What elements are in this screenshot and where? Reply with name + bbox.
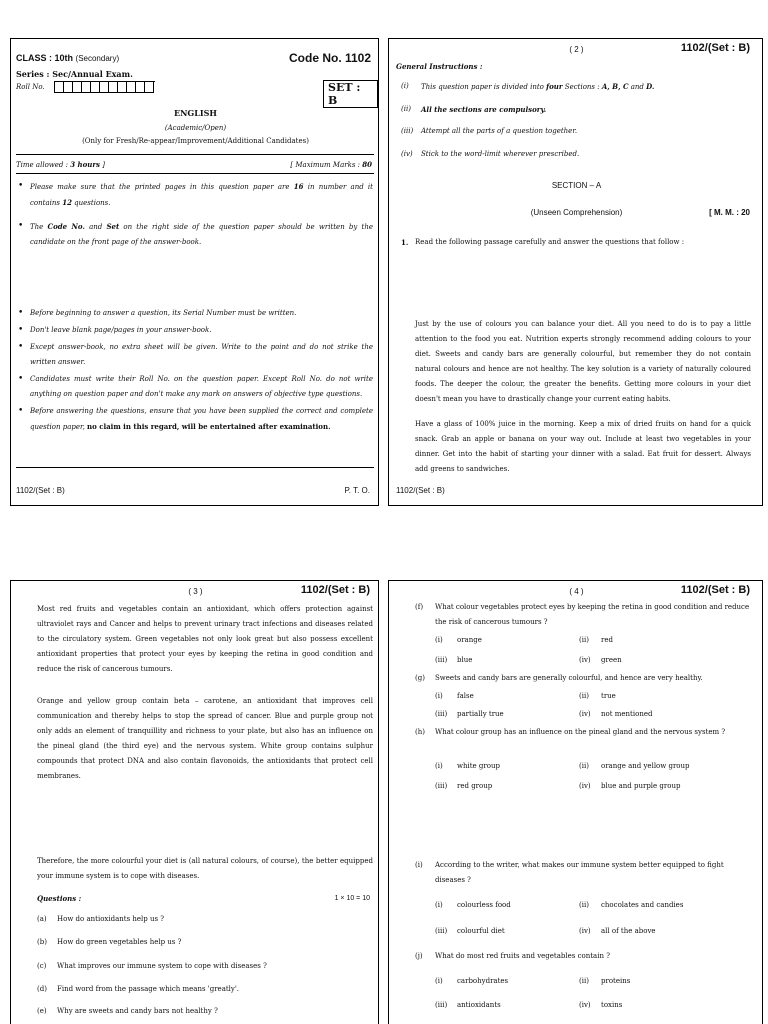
footer-pto: P. T. O. [344, 486, 370, 495]
question-f-option-i: (i) orange [435, 636, 482, 644]
set-label: SET : B [323, 80, 378, 108]
paper-code: 1102/(Set : B) [680, 584, 750, 596]
note-claim: • Before answering the questions, ensure that you have been supplied the correct and complete question paper, no claim in this regard, will be entertained after examination. [16, 404, 373, 435]
question-c: (c) What improves our immune system to cope with diseases ? [37, 962, 267, 970]
question-h-option-iv: (iv) blue and purple group [579, 782, 681, 790]
note-roll-no: • Candidates must write their Roll No. on the question paper. Except Roll No. do not write anything on question paper and don't make any mark on answers of objective type questions. [16, 372, 373, 402]
question-paper-page-2 [388, 38, 763, 506]
passage-para-1: Just by the use of colours you can balance your diet. All you need to do is to pay a little attention to the food you eat. Nutrition experts strongly recommend adding colours to your diet. Sweets and candy bars are generally colourful, but remember they do not contain natural colours and hence are not healthy. The key solution is a variety of naturally coloured foods. The deeper the colour, the greater the benefits. Getting more colours in your diet doesn't mean you have to drastically change your current eating habits. [415, 320, 751, 403]
question-paper-page-1 [10, 38, 379, 506]
instruction-3: (iii) Attempt all the parts of a question together. [401, 127, 578, 135]
series-label: Series : Sec/Annual Exam. [16, 69, 133, 79]
question-f-option-iii: (iii) blue [435, 656, 473, 664]
note-pages: • Please make sure that the printed pages in this question paper are 16 in number and it contains 12 questions. [16, 179, 373, 211]
candidates-label: (Only for Fresh/Re-appear/Improvement/Additional Candidates) [82, 137, 309, 145]
question-g-option-i: (i) false [435, 692, 474, 700]
question-h: (h) What colour group has an influence on the pineal gland and the nervous system ? [415, 728, 726, 736]
question-1: 1. Read the following passage carefully and answer the questions that follow : [401, 238, 685, 247]
questions-label: Questions : [37, 894, 82, 903]
instruction-4: (iv) Stick to the word-limit wherever prescribed. [401, 150, 580, 158]
question-paper-page-4 [388, 580, 763, 1024]
question-j: (j) What do most red fruits and vegetables contain ? [415, 952, 610, 960]
passage-para-5: Therefore, the more colourful your diet is (all natural colours, of course), the better equipped your immune system is to cope with diseases. [37, 857, 373, 880]
section-a-heading: SECTION – A [551, 181, 602, 190]
question-j-option-iv: (iv) toxins [579, 1001, 623, 1009]
passage-para-3: Most red fruits and vegetables contain an antioxidant, which offers protection against ultraviolet rays and Cancer and helps to prevent urinary tract infections and diseases related to the circulatory system. Green vegetables not only look great but also possess excellent antioxidant properties that protect your eyes by keeping the retina in good condition and reduce the risk of cancerous tumours. [37, 605, 373, 673]
question-d: (d) Find word from the passage which means 'greatly'. [37, 985, 240, 993]
passage-para-2: Have a glass of 100% juice in the morning. Keep a mix of dried fruits on hand for a quick snack. Grab an apple or banana on your way out. Include at least two vegetables in your dinner. Get into the habit of starting your dinner with a salad. Eat fruit for dessert. Always add greens to sandwiches. [415, 420, 751, 473]
question-i-option-ii: (ii) chocolates and candies [579, 901, 684, 909]
class-heading [16, 53, 119, 63]
instructions-top [16, 179, 373, 250]
class-sub: (Secondary) [75, 54, 120, 63]
section-a-marks: [ M. M. : 20 [709, 208, 750, 217]
question-b: (b) How do green vegetables help us ? [37, 938, 182, 946]
question-g: (g) Sweets and candy bars are generally colourful, and hence are very healthy. [415, 674, 703, 682]
paper-code: 1102/(Set : B) [300, 584, 370, 596]
question-i-option-iii: (iii) colourful diet [435, 927, 505, 935]
roll-no-label: Roll No. [16, 83, 45, 91]
section-a-subheading: (Unseen Comprehension) [530, 208, 623, 217]
question-i-option-iv: (iv) all of the above [579, 927, 656, 935]
question-g-option-iii: (iii) partially true [435, 710, 504, 718]
page-number: ( 4 ) [569, 587, 584, 596]
question-paper-page-3 [10, 580, 379, 1024]
class-label: CLASS : 10th [16, 53, 74, 63]
question-a: (a) How do antioxidants help us ? [37, 915, 165, 923]
general-instructions-heading: General Instructions : [396, 62, 483, 71]
question-i: (i) According to the writer, what makes our immune system better equipped to fight diseases ? [415, 861, 724, 884]
note-code-set: • The Code No. and Set on the right side of the question paper should be written by the candidate on the front page of the answer-book. [16, 219, 373, 250]
instruction-2: (ii) All the sections are compulsory. [401, 105, 547, 114]
instructions-bottom [16, 306, 373, 435]
question-i-option-i: (i) colourless food [435, 901, 511, 909]
question-f: (f) What colour vegetables protect eyes by keeping the retina in good condition and reduce the risk of cancerous tumours ? [415, 603, 750, 626]
paper-code: 1102/(Set : B) [680, 42, 750, 54]
question-h-option-iii: (iii) red group [435, 782, 493, 790]
question-f-option-iv: (iv) green [579, 656, 622, 664]
question-g-option-iv: (iv) not mentioned [579, 710, 653, 718]
question-j-option-i: (i) carbohydrates [435, 977, 509, 985]
question-h-option-ii: (ii) orange and yellow group [579, 762, 690, 770]
question-j-option-ii: (ii) proteins [579, 977, 631, 985]
question-e: (e) Why are sweets and candy bars not healthy ? [37, 1007, 218, 1015]
question-j-option-iii: (iii) antioxidants [435, 1001, 501, 1009]
academic-label: (Academic/Open) [164, 124, 227, 132]
questions-marks: 1 × 10 = 10 [334, 895, 370, 902]
roll-no-boxes [55, 81, 154, 93]
note-serial: • Before beginning to answer a question, its Serial Number must be written. [16, 306, 373, 321]
page-number: ( 3 ) [188, 587, 203, 596]
instruction-1: (i) This question paper is divided into four Sections : A, B, C and D. [401, 82, 655, 91]
note-extra-sheet: • Except answer-book, no extra sheet will be given. Write to the point and do not strike the written answer. [16, 340, 373, 370]
footer-set: 1102/(Set : B) [16, 486, 65, 495]
note-blank-pages: • Don't leave blank page/pages in your answer-book. [16, 323, 373, 338]
question-f-option-ii: (ii) red [579, 636, 613, 644]
subject-title: ENGLISH [174, 108, 217, 118]
maximum-marks: [ Maximum Marks : 80 [290, 160, 372, 169]
footer-set: 1102/(Set : B) [396, 486, 445, 495]
passage-para-4: Orange and yellow group contain beta – carotene, an antioxidant that improves cell communication and thereby helps to stop the spread of cancer. Blue and purple group not only adds an element of tranquillity and richness to your plate, but also has an influence on the pineal gland (the third eye) and the nervous system. White group contains sulphur compounds that protect DNA and also contain flavonoids, the antioxidants that protect cell membranes. [37, 697, 373, 780]
time-allowed: Time allowed : 3 hours ] [16, 160, 105, 169]
page-number: ( 2 ) [569, 45, 584, 54]
question-h-option-i: (i) white group [435, 762, 500, 770]
question-g-option-ii: (ii) true [579, 692, 616, 700]
code-number: Code No. 1102 [289, 51, 372, 65]
